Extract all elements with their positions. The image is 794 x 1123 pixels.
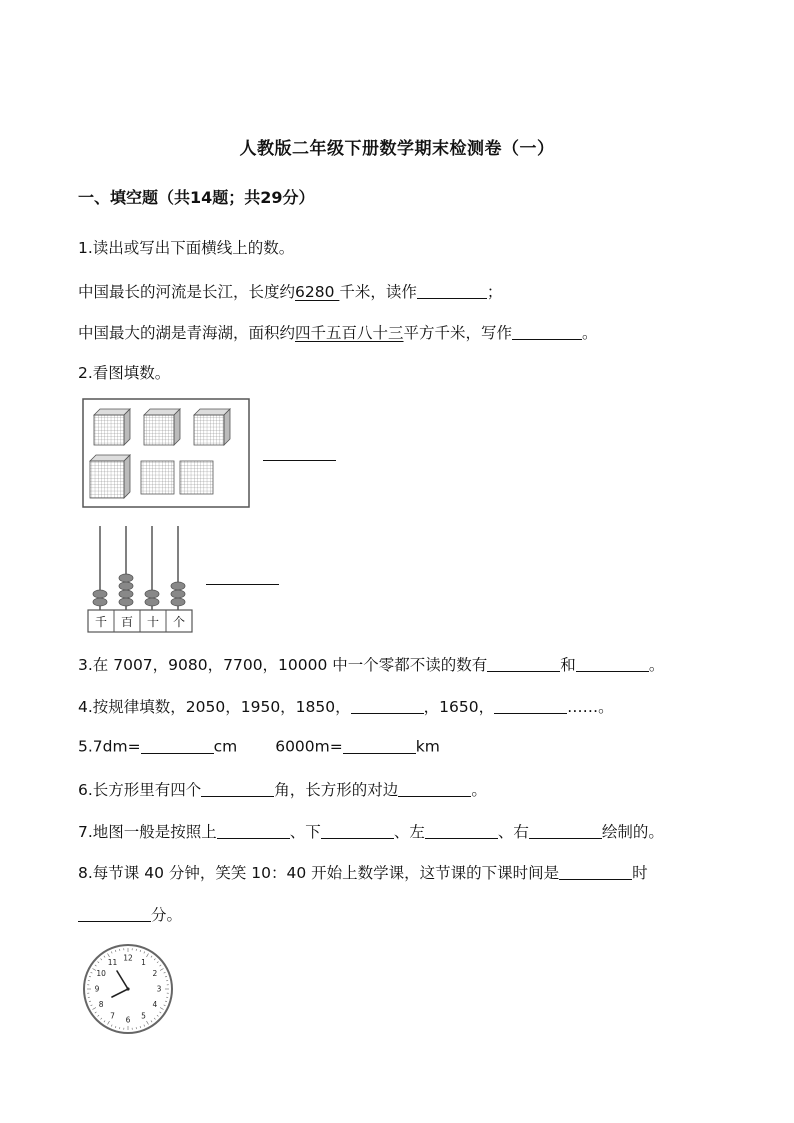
q7-end: 绘制的。 — [601, 823, 664, 841]
q1-line1-underlined: 6280 — [295, 283, 340, 301]
abacus-bead — [171, 598, 185, 606]
q1-line2-end: 。 — [582, 324, 598, 342]
answer-blank[interactable] — [417, 283, 487, 300]
abacus-label-tens: 十 — [146, 615, 160, 629]
q7-text4: 、右 — [497, 823, 529, 841]
abacus-bead — [119, 590, 133, 598]
answer-blank[interactable] — [529, 823, 602, 840]
abacus-bead — [171, 582, 185, 590]
q7-text2: 、下 — [289, 823, 321, 841]
cubes-figure — [82, 398, 252, 510]
answer-blank[interactable] — [263, 460, 336, 461]
clock-number: 1 — [141, 957, 146, 967]
q4-text2: ，1650， — [423, 698, 495, 716]
abacus-label-thousands: 千 — [94, 615, 108, 629]
clock-number: 2 — [152, 969, 158, 979]
answer-blank[interactable] — [512, 324, 582, 341]
q5-text2: 6000m= — [275, 737, 343, 756]
answer-blank[interactable] — [217, 823, 290, 840]
page-title: 人教版二年级下册数学期末检测卷（一） — [239, 139, 555, 159]
q1-line2 — [78, 321, 598, 343]
answer-blank[interactable] — [494, 698, 567, 715]
q6-line — [78, 778, 487, 800]
q7-line — [78, 820, 664, 842]
q1-line2-text: 中国最大的湖是青海湖，面积约 — [78, 324, 296, 342]
q2-heading: 2.看图填数。 — [78, 364, 171, 382]
thousand-cube-icon — [144, 409, 180, 445]
q5-line — [78, 737, 440, 756]
answer-blank[interactable] — [321, 823, 394, 840]
q3-text2: 和 — [560, 656, 576, 674]
q5-text: 5.7dm= — [78, 737, 141, 756]
answer-blank[interactable] — [351, 698, 424, 715]
answer-blank[interactable] — [398, 781, 471, 798]
q5-unit-km: km — [415, 737, 440, 756]
abacus-bead — [171, 590, 185, 598]
hundred-square-icon — [180, 461, 213, 494]
answer-blank[interactable] — [343, 737, 416, 754]
answer-blank[interactable] — [141, 737, 214, 754]
abacus-figure — [86, 520, 198, 636]
abacus-bead — [119, 582, 133, 590]
clock-number: 3 — [156, 984, 162, 994]
q8-line2 — [78, 903, 182, 925]
abacus-bead — [145, 598, 159, 606]
hundred-square-icon — [141, 461, 174, 494]
q1-line1 — [78, 280, 502, 302]
q1-line1-text: 中国最长的河流是长江，长度约 — [78, 283, 296, 301]
q1-heading: 1.读出或写出下面横线上的数。 — [78, 239, 295, 257]
clock-number: 6 — [125, 1015, 131, 1025]
q6-text2: 角，长方形的对边 — [274, 781, 399, 799]
abacus-bead — [119, 574, 133, 582]
section-heading: 一、填空题（共14题；共29分） — [78, 188, 315, 207]
q7-text: 7.地图一般是按照上 — [78, 823, 217, 841]
q6-end: 。 — [471, 781, 487, 799]
q4-text: 4.按规律填数，2050，1950，1850， — [78, 698, 351, 716]
q8-line1 — [78, 861, 648, 883]
abacus-bead — [93, 598, 107, 606]
q1-line1-end: ； — [486, 283, 503, 301]
answer-blank[interactable] — [487, 656, 560, 673]
q8-text-minute: 分。 — [151, 906, 183, 924]
clock-number: 11 — [107, 957, 118, 967]
clock-number: 9 — [94, 984, 100, 994]
clock-number: 5 — [141, 1011, 146, 1021]
q8-text-hour: 时 — [632, 864, 648, 882]
q8-text: 8.每节课 40 分钟，笑笑 10：40 开始上数学课，这节课的下课时间是 — [78, 864, 560, 882]
abacus-label-hundreds: 百 — [120, 615, 134, 629]
q1-line2-text2: 平方千米，写作 — [403, 324, 513, 342]
q1-line1-text2: 千米，读作 — [339, 283, 417, 301]
q6-text: 6.长方形里有四个 — [78, 781, 202, 799]
clock-number: 8 — [98, 1000, 104, 1010]
thousand-cube-icon — [90, 455, 130, 498]
answer-blank[interactable] — [425, 823, 498, 840]
q1-line2-underlined: 四千五百八十三 — [295, 324, 404, 342]
q7-text3: 、左 — [393, 823, 425, 841]
answer-blank[interactable] — [576, 656, 649, 673]
clock-number: 10 — [96, 969, 106, 979]
thousand-cube-icon — [94, 409, 130, 445]
thousand-cube-icon — [194, 409, 230, 445]
q4-end: ……。 — [567, 698, 614, 716]
clock-number: 7 — [110, 1011, 115, 1021]
q3-text: 3.在 7007，9080，7700，10000 中一个零都不读的数有 — [78, 656, 488, 674]
abacus-label-ones: 个 — [172, 615, 186, 629]
answer-blank[interactable] — [201, 781, 274, 798]
q3-end: 。 — [648, 656, 665, 674]
q4-line — [78, 695, 614, 717]
answer-blank[interactable] — [78, 906, 151, 923]
answer-blank[interactable] — [559, 864, 632, 881]
abacus-bead — [145, 590, 159, 598]
clock-figure — [82, 943, 174, 1035]
clock-center — [126, 987, 129, 990]
abacus-bead — [93, 590, 107, 598]
answer-blank[interactable] — [206, 584, 279, 585]
clock-number: 12 — [123, 953, 133, 963]
clock-number: 4 — [152, 1000, 158, 1010]
abacus-bead — [119, 598, 133, 606]
q3-line — [78, 653, 664, 675]
q5-unit-cm: cm — [213, 737, 238, 756]
